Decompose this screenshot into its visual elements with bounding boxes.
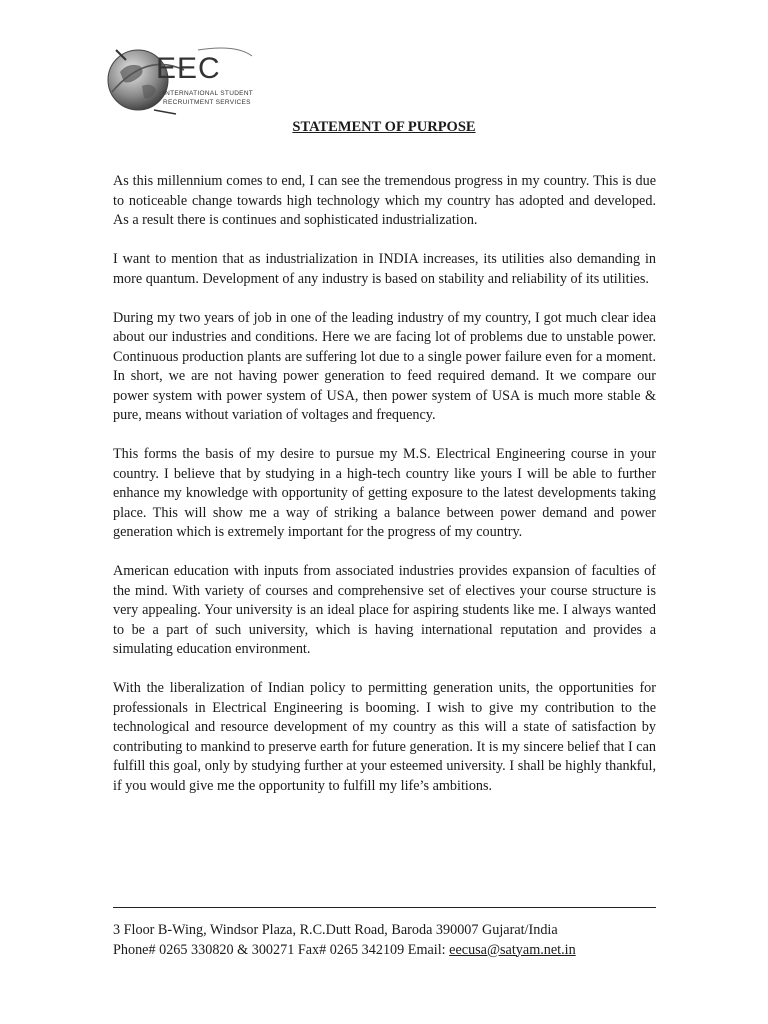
- paragraph: As this millennium comes to end, I can see the tremendous progress in my country. This is due to noticeable change towards high technology which my country has adopted and developed. As a result there is continues and sophisticated industrialization.: [113, 173, 656, 228]
- logo-tagline-line2: RECRUITMENT SERVICES: [163, 99, 251, 106]
- footer-contact: [113, 941, 673, 961]
- footer: [113, 921, 673, 960]
- logo-tagline-line1: INTERNATIONAL STUDENT: [163, 90, 254, 97]
- footer-phone-fax: Phone# 0265 330820 & 300271 Fax# 0265 342109 Email:: [113, 941, 450, 958]
- company-logo: [106, 42, 256, 118]
- footer-divider: [113, 907, 656, 908]
- paragraph: During my two years of job in one of the leading industry of my country, I got much clear idea about our industries and conditions. Here we are facing lot of problems due to unstable power. Continuous production plants are suffering lot due to a single power failure even for a moment. In short, we are not having power generation to feed required demand. It we compare our power system with power system of USA, then power system of USA is much more stable & pure, means without variation of voltages and frequency.: [113, 309, 656, 423]
- email-link[interactable]: eecusa@satyam.net.in: [449, 941, 576, 958]
- document-title: STATEMENT OF PURPOSE: [292, 119, 476, 135]
- paragraph: With the liberalization of Indian policy to permitting generation units, the opportunities for professionals in Electrical Engineering is booming. I wish to give my contribution to the technological and resource development of my country as this will a state of satisfaction by contributing to mankind to preserve earth for future generation. It is my sincere belief that I can fulfill this goal, only by studying further at your esteemed university. I shall be highly thankful, if you would give me the opportunity to fulfill my life’s ambitions.: [113, 680, 656, 794]
- paragraph: American education with inputs from associated industries provides expansion of faculties of the mind. With variety of courses and comprehensive set of electives your course structure is very appealing. Your university is an ideal place for aspiring students like me. I always wanted to be a part of such university, which is having international reputation and provides a simulating education environment.: [113, 563, 656, 657]
- footer-address: 3 Floor B-Wing, Windsor Plaza, R.C.Dutt Road, Baroda 390007 Gujarat/India: [113, 922, 558, 938]
- paragraph: I want to mention that as industrialization in INDIA increases, its utilities also demanding in more quantum. Development of any industry is based on stability and reliability of its utilities.: [113, 251, 656, 287]
- paragraph: This forms the basis of my desire to pursue my M.S. Electrical Engineering course in your country. I believe that by studying in a high-tech country like yours I will be able to further enhance my knowledge with opportunity of getting exposure to the latest developments taking place. This will show me a way of striking a balance between power demand and power generation which is extremely important for the progress of my country.: [113, 446, 656, 540]
- logo-brand-name: EEC: [156, 52, 221, 85]
- document-body: [113, 172, 656, 816]
